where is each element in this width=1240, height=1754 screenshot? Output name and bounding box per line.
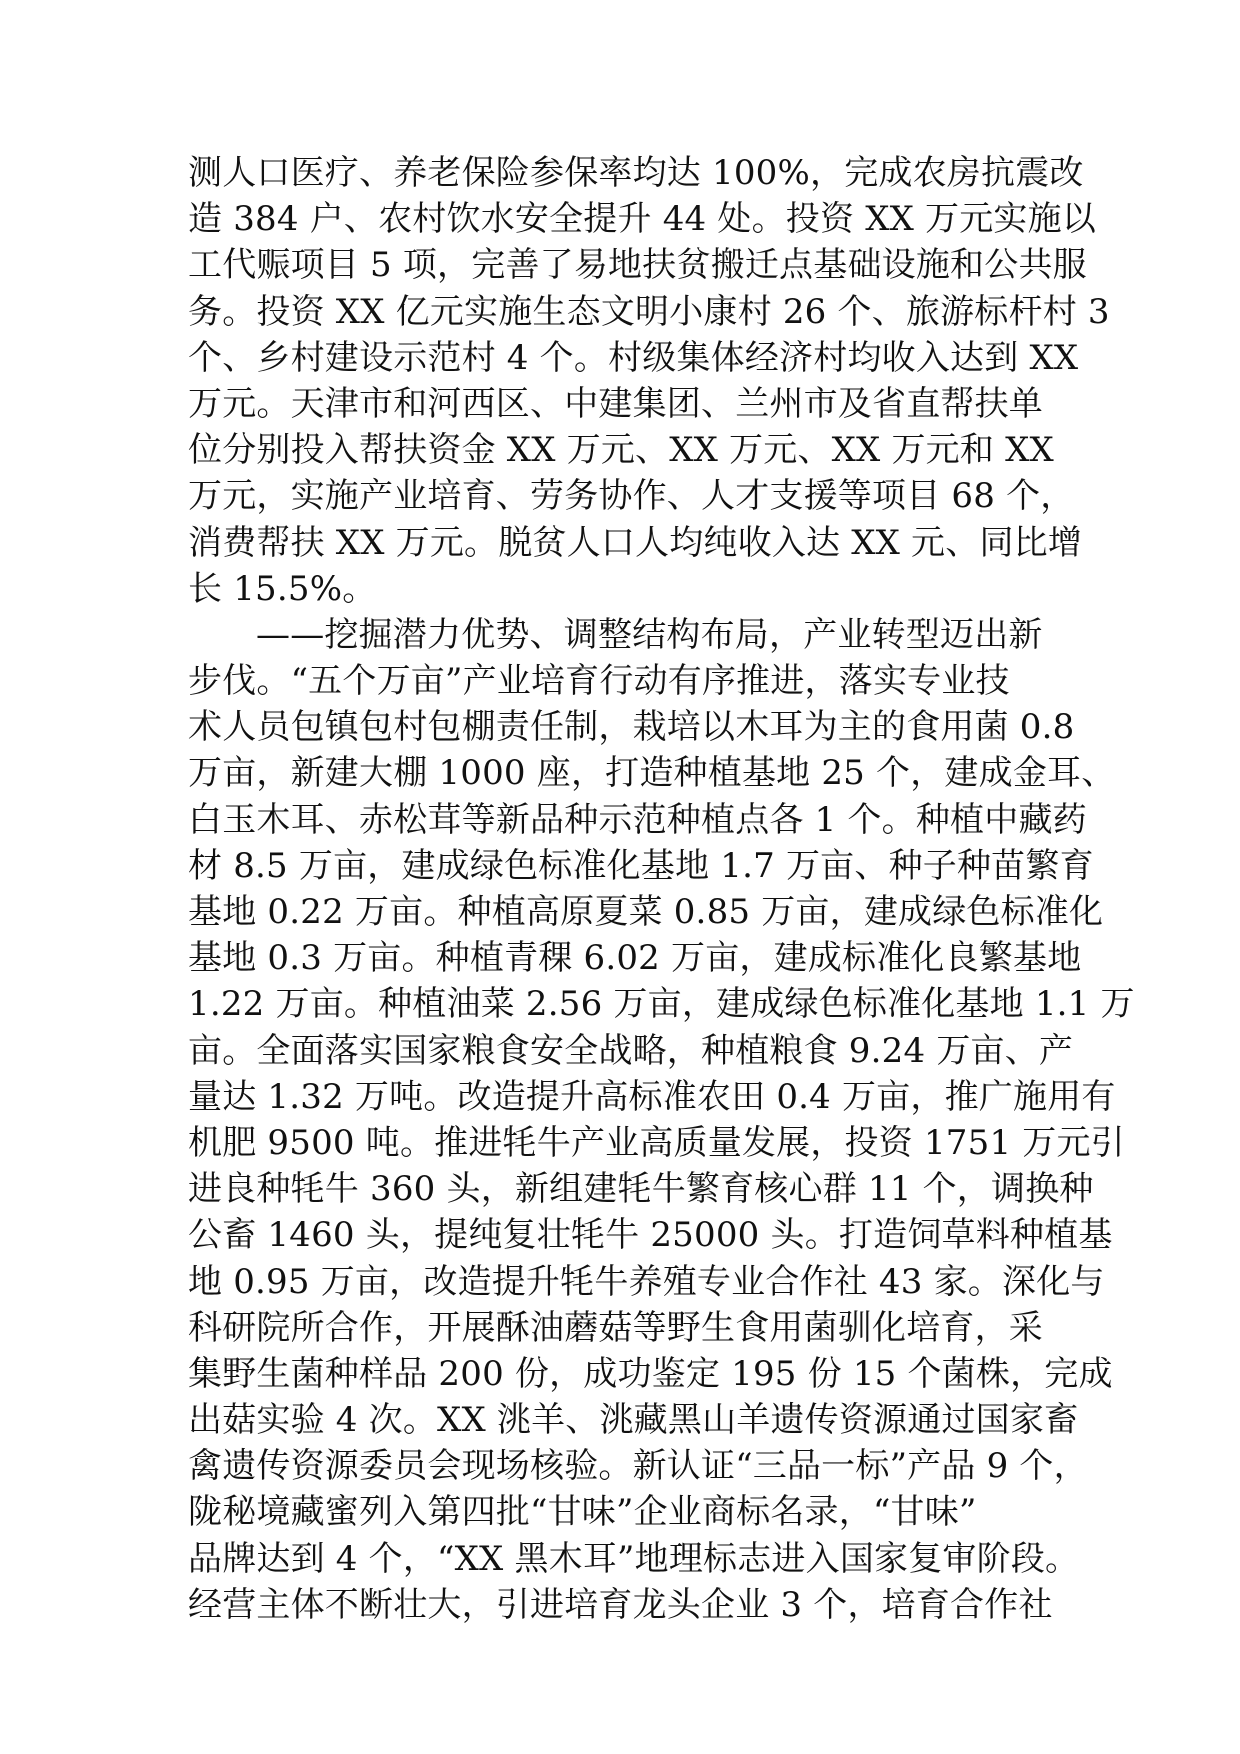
text-line: 工代赈项目 5 项，完善了易地扶贫搬迁点基础设施和公共服 xyxy=(188,245,1087,286)
text-line: 万元。天津市和河西区、中建集团、兰州市及省直帮扶单 xyxy=(188,383,1043,424)
text-line: 材 8.5 万亩，建成绿色标准化基地 1.7 万亩、种子种苗繁育 xyxy=(188,845,1094,886)
text-line: 位分别投入帮扶资金 XX 万元、XX 万元、XX 万元和 XX xyxy=(188,430,1054,471)
text-line: 集野生菌种样品 200 份，成功鉴定 195 份 15 个菌株，完成 xyxy=(188,1353,1113,1394)
body-text xyxy=(188,150,1135,1628)
text-line: 术人员包镇包村包棚责任制，栽培以木耳为主的食用菌 0.8 xyxy=(188,707,1075,748)
text-line: 出菇实验 4 次。XX 洮羊、洮藏黑山羊遗传资源通过国家畜 xyxy=(188,1400,1079,1441)
text-line: 消费帮扶 XX 万元。脱贫人口人均纯收入达 XX 元、同比增 xyxy=(188,522,1083,563)
text-line: 基地 0.3 万亩。种植青稞 6.02 万亩，建成标准化良繁基地 xyxy=(188,938,1082,979)
text-line: 基地 0.22 万亩。种植高原夏菜 0.85 万亩，建成绿色标准化 xyxy=(188,892,1104,932)
text-line: 个、乡村建设示范村 4 个。村级集体经济村均收入达到 XX xyxy=(188,337,1079,378)
text-line: 造 384 户、农村饮水安全提升 44 处。投资 XX 万元实施以 xyxy=(188,199,1097,240)
text-line: 量达 1.32 万吨。改造提升高标准农田 0.4 万亩，推广施用有 xyxy=(188,1076,1116,1117)
paragraph-start-line: ——挖掘潜力优势、调整结构布局，产业转型迈出新 xyxy=(256,614,1043,655)
text-line: 经营主体不断壮大，引进培育龙头企业 3 个，培育合作社 xyxy=(188,1584,1053,1625)
text-line: 长 15.5%。 xyxy=(188,568,377,609)
text-line: 万亩，新建大棚 1000 座，打造种植基地 25 个，建成金耳、 xyxy=(188,753,1116,794)
text-line: 禽遗传资源委员会现场核验。新认证“三品一标”产品 9 个， xyxy=(188,1446,1088,1487)
text-line: 万元，实施产业培育、劳务协作、人才支援等项目 68 个， xyxy=(188,476,1075,517)
text-line: 品牌达到 4 个，“XX 黑木耳”地理标志进入国家复审阶段。 xyxy=(188,1538,1080,1579)
text-line: 1.22 万亩。种植油菜 2.56 万亩，建成绿色标准化基地 1.1 万 xyxy=(188,984,1135,1025)
text-line: 测人口医疗、养老保险参保率均达 100%，完成农房抗震改 xyxy=(188,153,1084,193)
text-line: 亩。全面落实国家粮食安全战略，种植粮食 9.24 万亩、产 xyxy=(188,1030,1074,1071)
text-line: 进良种牦牛 360 头，新组建牦牛繁育核心群 11 个，调换种 xyxy=(188,1169,1094,1210)
text-line: 机肥 9500 吨。推进牦牛产业高质量发展，投资 1751 万元引 xyxy=(188,1122,1125,1163)
text-line: 科研院所合作，开展酥油蘑菇等野生食用菌驯化培育，采 xyxy=(188,1307,1043,1348)
text-line: 白玉木耳、赤松茸等新品种示范种植点各 1 个。种植中藏药 xyxy=(188,799,1087,840)
text-line: 公畜 1460 头，提纯复壮牦牛 25000 头。打造饲草料种植基 xyxy=(188,1215,1113,1256)
text-line: 务。投资 XX 亿元实施生态文明小康村 26 个、旅游标杆村 3 xyxy=(188,291,1110,332)
text-line: 陇秘境藏蜜列入第四批“甘味”企业商标名录，“甘味” xyxy=(188,1492,977,1533)
text-line: 步伐。“五个万亩”产业培育行动有序推进，落实专业技 xyxy=(188,661,1010,702)
text-line: 地 0.95 万亩，改造提升牦牛养殖专业合作社 43 家。深化与 xyxy=(188,1261,1105,1302)
